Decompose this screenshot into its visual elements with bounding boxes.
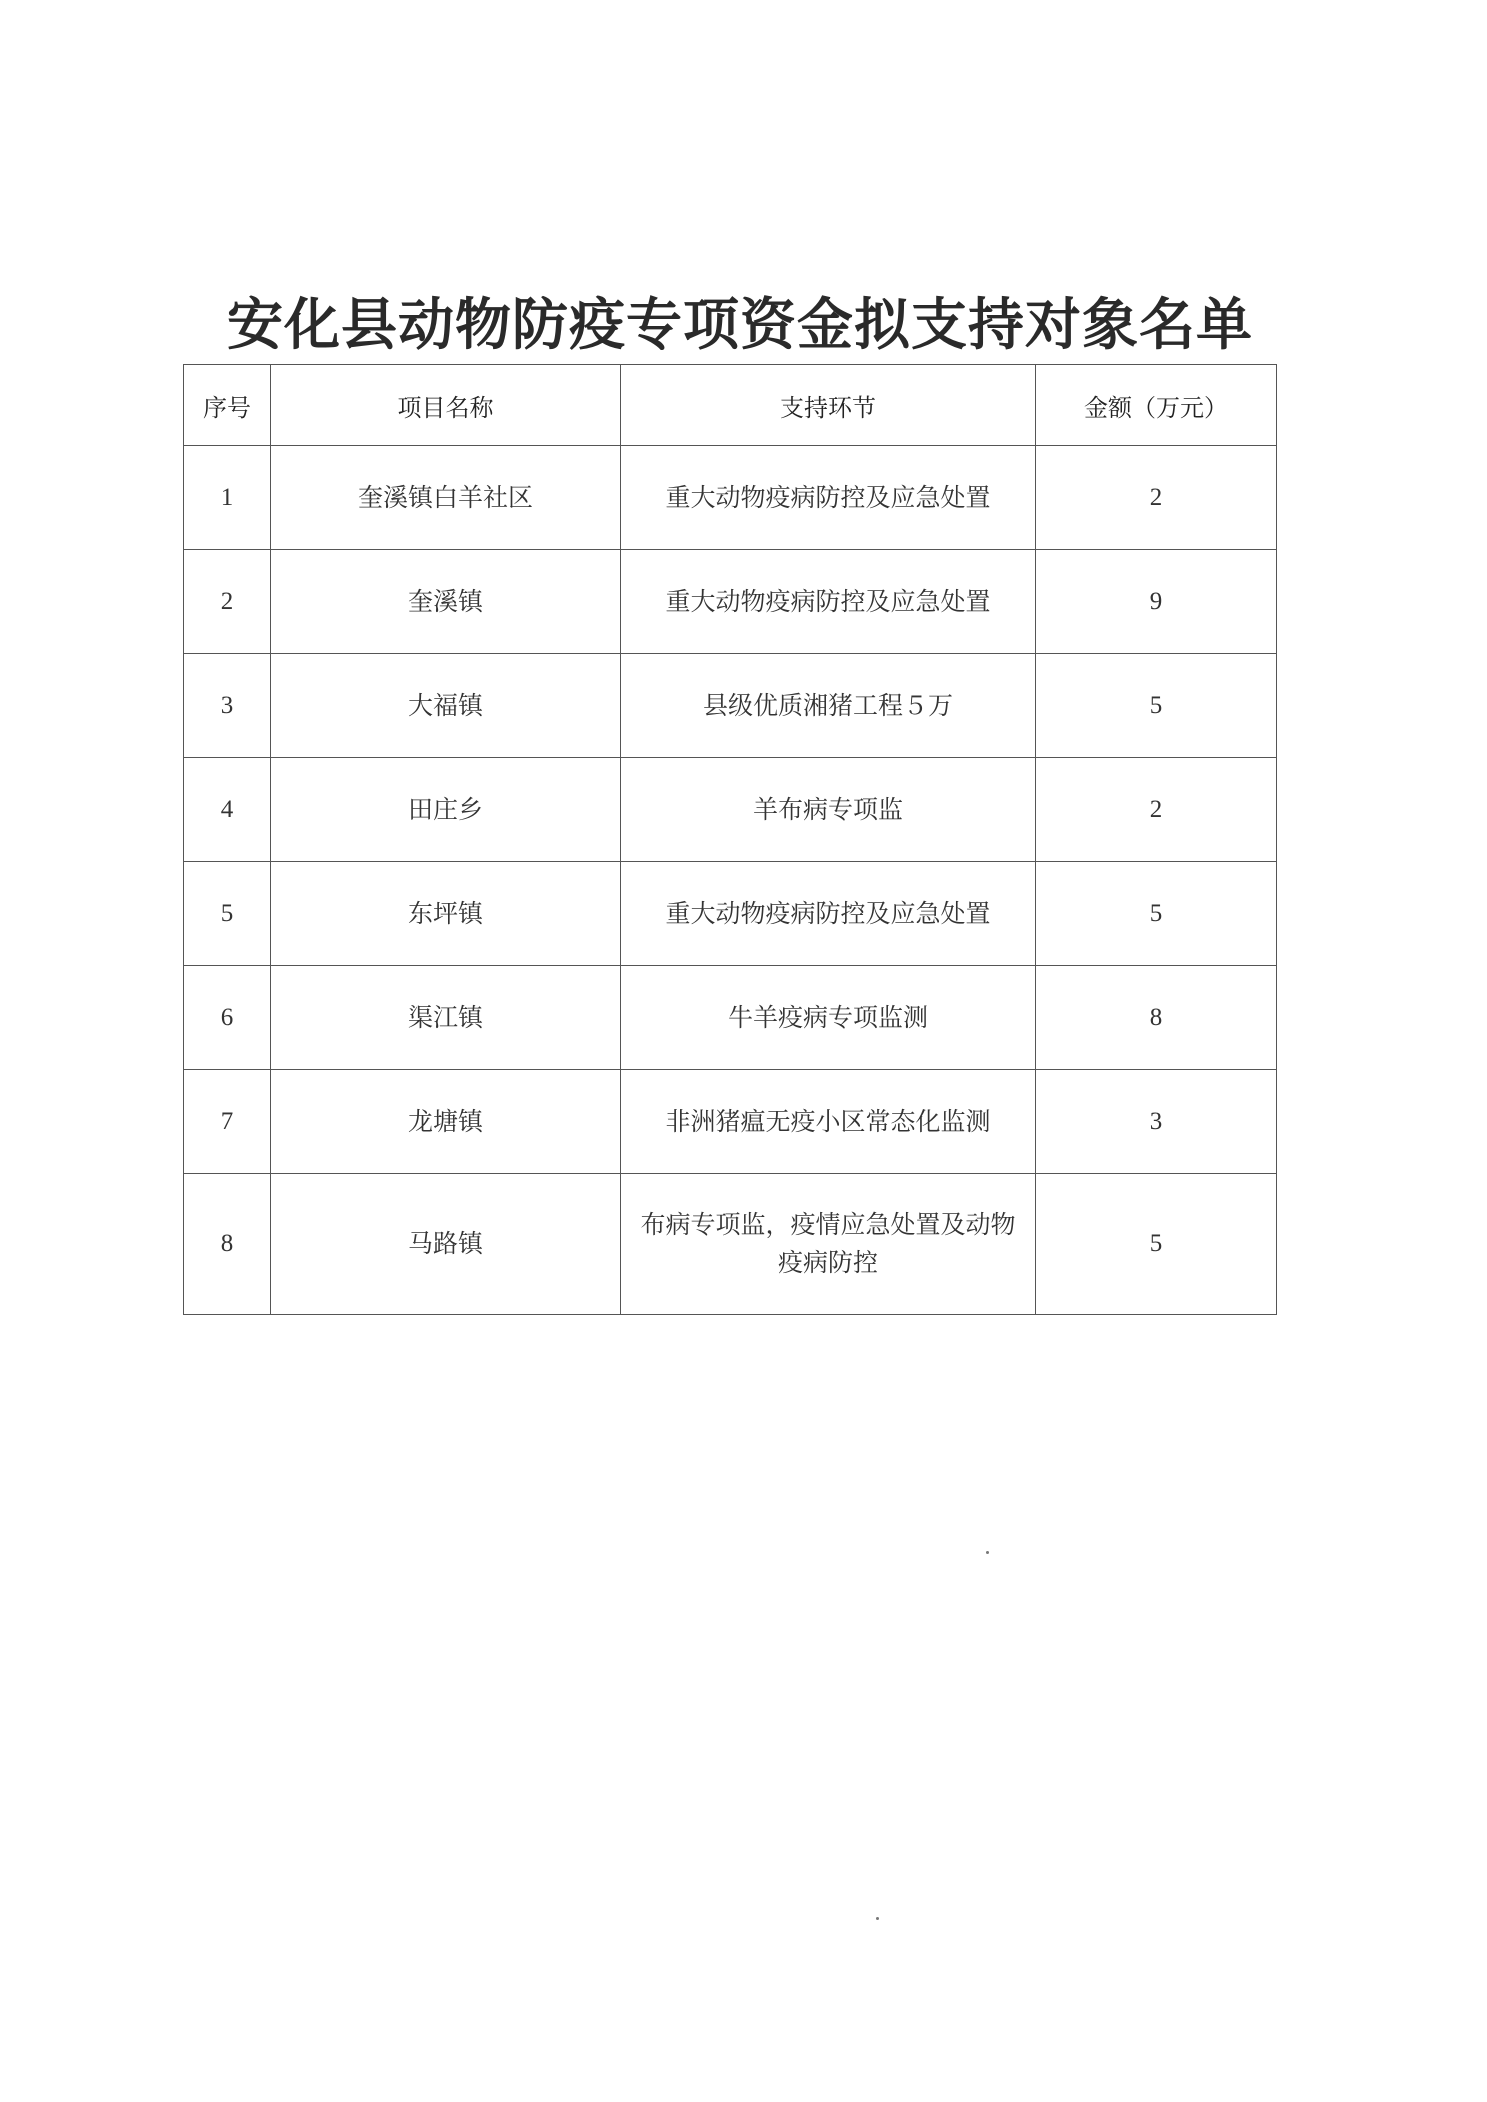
row-amount: 2 bbox=[1036, 758, 1277, 862]
row-seq: 1 bbox=[184, 446, 271, 550]
row-amount: 5 bbox=[1036, 862, 1277, 966]
table-row bbox=[184, 758, 1277, 862]
row-project: 奎溪镇白羊社区 bbox=[271, 446, 621, 550]
row-support-link: 重大动物疫病防控及应急处置 bbox=[621, 550, 1036, 654]
row-amount: 9 bbox=[1036, 550, 1277, 654]
row-project: 奎溪镇 bbox=[271, 550, 621, 654]
row-amount: 8 bbox=[1036, 966, 1277, 1070]
table-header-row bbox=[184, 365, 1277, 446]
row-support-link: 牛羊疫病专项监测 bbox=[621, 966, 1036, 1070]
row-amount: 5 bbox=[1036, 1174, 1277, 1315]
row-support-link: 布病专项监，疫情应急处置及动物疫病防控 bbox=[621, 1174, 1036, 1315]
table-row bbox=[184, 550, 1277, 654]
row-amount: 3 bbox=[1036, 1070, 1277, 1174]
row-seq: 4 bbox=[184, 758, 271, 862]
row-amount: 5 bbox=[1036, 654, 1277, 758]
row-project: 渠江镇 bbox=[271, 966, 621, 1070]
table-row bbox=[184, 654, 1277, 758]
row-seq: 3 bbox=[184, 654, 271, 758]
row-seq: 8 bbox=[184, 1174, 271, 1315]
row-seq: 2 bbox=[184, 550, 271, 654]
row-support-link: 羊布病专项监 bbox=[621, 758, 1036, 862]
row-project: 龙塘镇 bbox=[271, 1070, 621, 1174]
document-title: 安化县动物防疫专项资金拟支持对象名单 bbox=[227, 292, 1253, 358]
header-support-link: 支持环节 bbox=[621, 365, 1036, 446]
header-seq: 序号 bbox=[184, 365, 271, 446]
table-row bbox=[184, 446, 1277, 550]
row-support-link: 非洲猪瘟无疫小区常态化监测 bbox=[621, 1070, 1036, 1174]
row-seq: 7 bbox=[184, 1070, 271, 1174]
header-project-name: 项目名称 bbox=[271, 365, 621, 446]
row-project: 田庄乡 bbox=[271, 758, 621, 862]
row-seq: 6 bbox=[184, 966, 271, 1070]
support-list-table bbox=[183, 364, 1277, 1315]
header-amount: 金额（万元） bbox=[1036, 365, 1277, 446]
row-support-link: 重大动物疫病防控及应急处置 bbox=[621, 862, 1036, 966]
row-support-link: 重大动物疫病防控及应急处置 bbox=[621, 446, 1036, 550]
row-support-link: 县级优质湘猪工程５万 bbox=[621, 654, 1036, 758]
row-seq: 5 bbox=[184, 862, 271, 966]
scan-speck bbox=[986, 1551, 989, 1554]
row-project: 大福镇 bbox=[271, 654, 621, 758]
row-amount: 2 bbox=[1036, 446, 1277, 550]
table-row bbox=[184, 966, 1277, 1070]
row-project: 东坪镇 bbox=[271, 862, 621, 966]
scan-speck bbox=[876, 1917, 879, 1920]
table-row bbox=[184, 862, 1277, 966]
row-project: 马路镇 bbox=[271, 1174, 621, 1315]
table-row bbox=[184, 1070, 1277, 1174]
table-row bbox=[184, 1174, 1277, 1315]
